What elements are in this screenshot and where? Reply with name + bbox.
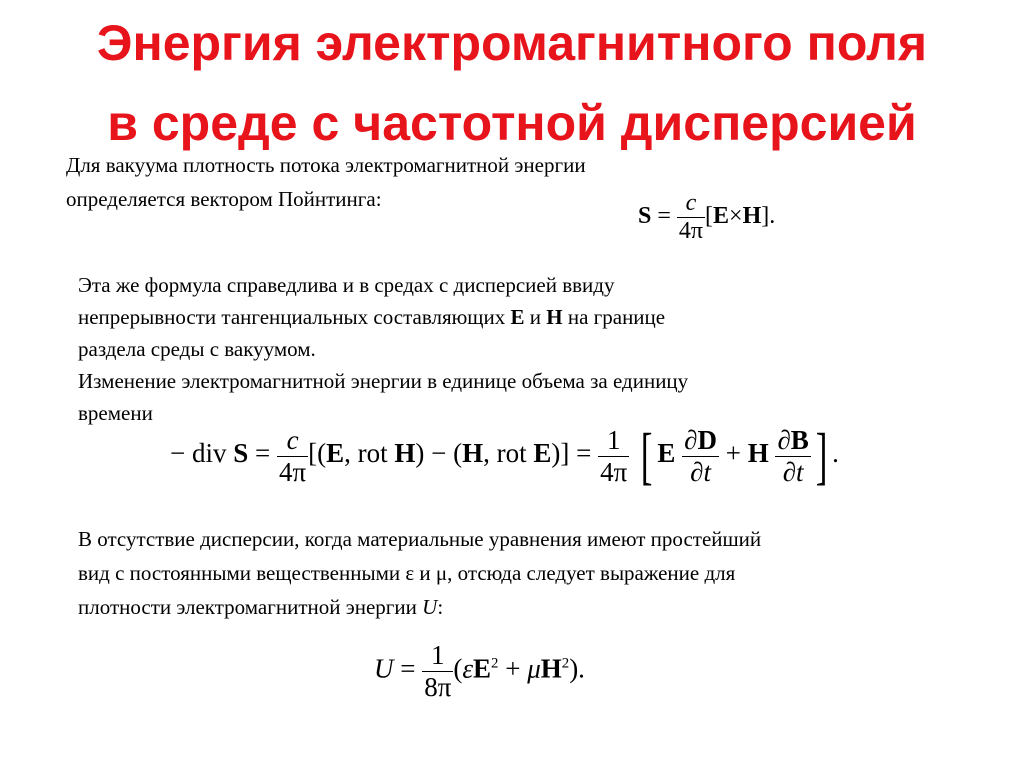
div-operator: div xyxy=(191,438,227,469)
energy-e: E xyxy=(473,653,492,684)
div-end: . xyxy=(832,438,839,469)
energy-numerator: 1 xyxy=(422,640,453,672)
formula-poynting xyxy=(638,190,775,245)
slide-title-line-1: Энергия электромагнитного поля xyxy=(96,15,928,71)
div-derivative-b-num: ∂B xyxy=(777,424,809,455)
div-derivative-b xyxy=(775,425,810,488)
div-numerator-1: c xyxy=(277,425,308,457)
paragraph-energy-change-line-1: Изменение электромагнитной энергии в единице объема за единицу xyxy=(78,369,689,393)
energy-lhs: U xyxy=(374,653,394,684)
div-e3: E xyxy=(657,438,676,469)
formula-divergence xyxy=(170,420,839,491)
div-h1: H xyxy=(394,438,416,469)
energy-mu: μ xyxy=(527,653,541,684)
div-eq: = xyxy=(255,438,271,469)
paragraph-no-dispersion-line-1: В отсутствие дисперсии, когда материальные уравнения имеют простейший xyxy=(78,527,762,551)
energy-denominator: 8π xyxy=(424,672,452,702)
div-h3: H xyxy=(747,438,769,469)
poynting-denominator: 4π xyxy=(678,218,704,244)
para2-vector-h: H xyxy=(546,305,563,329)
formula-energy-density xyxy=(374,640,585,703)
div-derivative-d-num: ∂D xyxy=(684,424,717,455)
div-comma-1: , rot xyxy=(344,438,395,469)
div-minus: − xyxy=(170,438,186,469)
poynting-cross: × xyxy=(729,203,743,230)
para2-text-a: непрерывности тангенциальных составляющих xyxy=(78,305,511,329)
div-e2: E xyxy=(533,438,552,469)
para2-vector-e: E xyxy=(510,305,525,329)
para2-text-c: и xyxy=(524,305,547,329)
div-e1: E xyxy=(326,438,345,469)
div-left-bracket: [ xyxy=(640,420,653,491)
paragraph-energy-change-line-2: времени xyxy=(78,401,153,425)
poynting-end: . xyxy=(769,203,776,230)
energy-eq: = xyxy=(400,653,416,684)
energy-close: ). xyxy=(569,653,585,684)
div-derivative-b-den: ∂t xyxy=(782,456,804,487)
div-derivative-d xyxy=(682,425,719,488)
div-fraction-1 xyxy=(277,425,308,488)
div-part-end: )] xyxy=(551,438,570,469)
para2-text-e: на границе xyxy=(562,305,666,329)
energy-fraction xyxy=(422,640,453,703)
div-s: S xyxy=(233,438,249,469)
div-eq-2: = xyxy=(576,438,592,469)
para4-text-c: : xyxy=(437,595,444,619)
poynting-fraction xyxy=(677,190,705,245)
poynting-lhs: S xyxy=(638,203,652,230)
para4-text-a: плотности электромагнитной энергии xyxy=(78,595,423,619)
paragraph-vacuum-line-1: Для вакуума плотность потока электромагнитной энергии xyxy=(66,153,586,177)
paragraph-no-dispersion-line-2: вид с постоянными вещественными ε и μ, отсюда следует выражение для xyxy=(78,561,736,585)
div-part-1: [( xyxy=(308,438,327,469)
div-denominator-1: 4π xyxy=(279,456,307,487)
poynting-h: H xyxy=(742,203,762,230)
div-mid: ) − ( xyxy=(415,438,463,469)
energy-plus: + xyxy=(505,653,521,684)
para4-symbol-u: U xyxy=(422,595,438,619)
div-numerator-2: 1 xyxy=(598,425,629,457)
div-fraction-2 xyxy=(598,425,629,488)
div-h2: H xyxy=(462,438,484,469)
energy-epsilon: ε xyxy=(462,653,474,684)
paragraph-no-dispersion-line-3 xyxy=(78,592,443,624)
slide-title-line-2: в среде с частотной дисперсией xyxy=(107,95,917,151)
paragraph-dispersion-line-1: Эта же формула справедлива и в средах с дисперсией ввиду xyxy=(78,273,615,297)
energy-square-1: 2 xyxy=(491,655,499,672)
div-right-bracket: ] xyxy=(815,420,828,491)
poynting-eq: = xyxy=(657,203,671,230)
energy-square-2: 2 xyxy=(561,655,570,672)
div-denominator-2: 4π xyxy=(600,456,628,487)
paragraph-dispersion-line-2 xyxy=(78,302,665,334)
div-comma-2: , rot xyxy=(483,438,534,469)
poynting-numerator: c xyxy=(677,190,705,218)
div-derivative-d-den: ∂t xyxy=(690,456,711,487)
paragraph-vacuum-line-2: определяется вектором Пойнтинга: xyxy=(66,187,382,211)
energy-h: H xyxy=(540,653,562,684)
poynting-bracket-close: ] xyxy=(761,203,770,230)
energy-open: ( xyxy=(453,653,463,684)
poynting-bracket-open: [ xyxy=(705,203,714,230)
div-plus: + xyxy=(725,438,741,469)
paragraph-dispersion-line-3: раздела среды с вакуумом. xyxy=(78,337,316,361)
poynting-e: E xyxy=(713,203,730,230)
